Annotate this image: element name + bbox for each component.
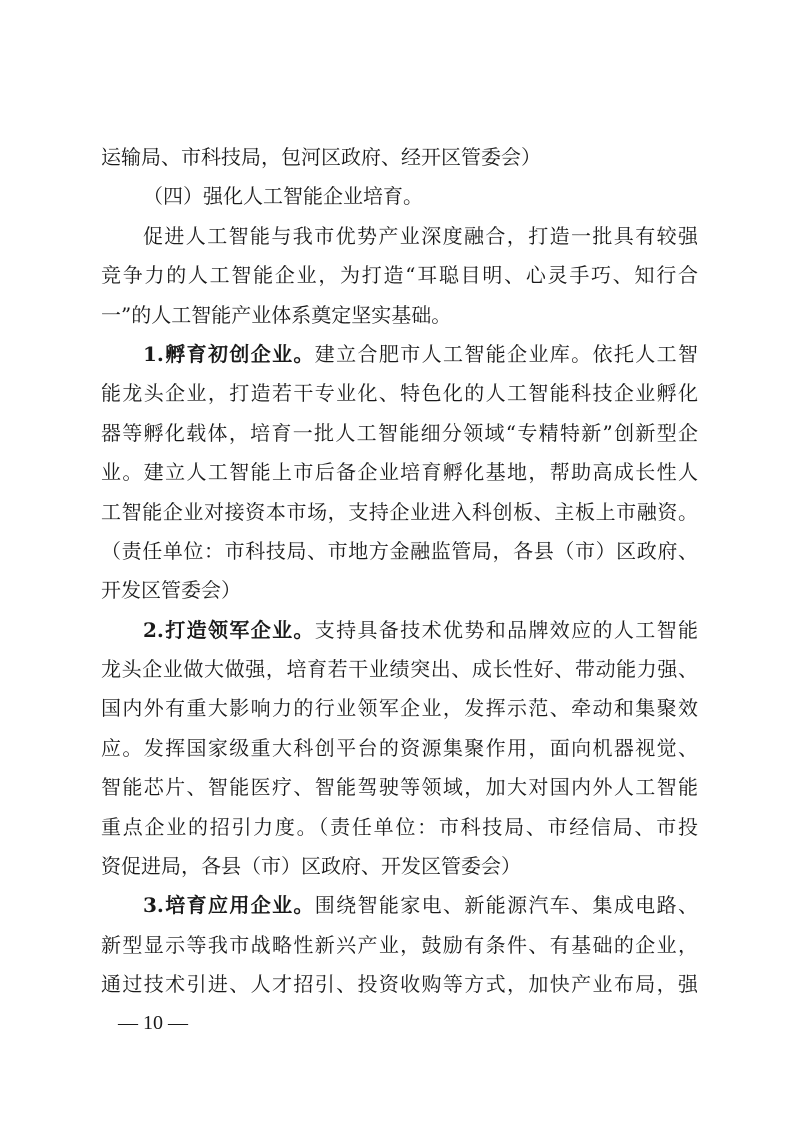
- text-line: 工智能企业对接资本市场，支持企业进入科创板、主板上市融资。: [101, 499, 698, 524]
- text-line: [101, 886, 698, 925]
- subheading: 2.打造领军企业。: [143, 617, 315, 642]
- text-line: 通过技术引进、人才招引、投资收购等方式，加快产业布局，强: [101, 972, 698, 997]
- text-line: 资促进局，各县（市）区政府、开发区管委会）: [101, 854, 521, 879]
- text-span: 支持具备技术优势和品牌效应的人工智能: [314, 617, 698, 642]
- subheading: 3.培育应用企业。: [143, 893, 315, 918]
- text-line: 竞争力的人工智能企业，为打造“耳聪目明、心灵手巧、知行合: [101, 263, 698, 288]
- text-line: 器等孵化载体，培育一批人工智能细分领域“专精特新”创新型企: [101, 420, 698, 445]
- text-line: 龙头企业做大做强，培育若干业绩突出、成长性好、带动能力强、: [101, 657, 698, 682]
- document-body: [101, 138, 698, 1005]
- text-line: 促进人工智能与我市优势产业深度融合，打造一批具有较强: [143, 223, 698, 248]
- text-line: 业。建立人工智能上市后备企业培育孵化基地，帮助高成长性人: [101, 460, 698, 485]
- text-line: 一”的人工智能产业体系奠定坚实基础。: [101, 302, 452, 327]
- text-line: 国内外有重大影响力的行业领军企业，发挥示范、牵动和集聚效: [101, 696, 698, 721]
- section-heading: （四）强化人工智能企业培育。: [143, 184, 423, 209]
- text-line: 智能芯片、智能医疗、智能驾驶等领域，加大对国内外人工智能: [101, 775, 698, 800]
- text-span: 建立合肥市人工智能企业库。依托人工智: [314, 341, 698, 366]
- text-line: [101, 335, 698, 374]
- text-line: （责任单位：市科技局、市地方金融监管局，各县（市）区政府、: [101, 538, 698, 563]
- text-line: 能龙头企业，打造若干专业化、特色化的人工智能科技企业孵化: [101, 381, 698, 406]
- subheading: 1.孵育初创企业。: [143, 341, 315, 366]
- text-line: 重点企业的招引力度。（责任单位：市科技局、市经信局、市投: [101, 814, 698, 839]
- text-line: [101, 611, 698, 650]
- text-line: 应。发挥国家级重大科创平台的资源集聚作用，面向机器视觉、: [101, 735, 698, 760]
- text-line: 新型显示等我市战略性新兴产业，鼓励有条件、有基础的企业，: [101, 932, 698, 957]
- text-span: 围绕智能家电、新能源汽车、集成电路、: [314, 893, 698, 918]
- page-number: — 10 —: [118, 1012, 188, 1034]
- text-line: 运输局、市科技局，包河区政府、经开区管委会）: [101, 145, 541, 169]
- text-line: 开发区管委会）: [101, 578, 241, 603]
